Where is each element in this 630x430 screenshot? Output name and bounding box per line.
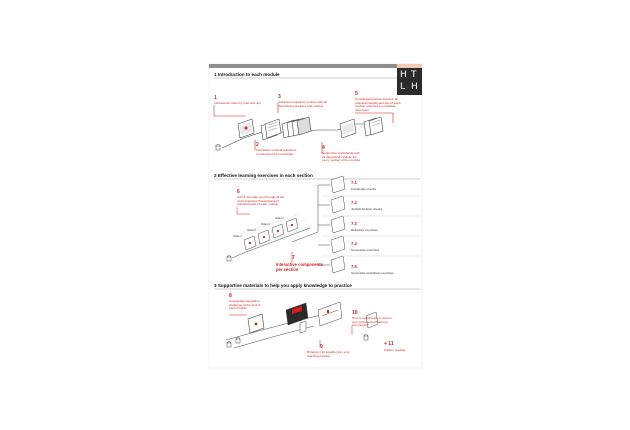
component-text-7-4: Generative exercises (351, 248, 380, 252)
video-label-3: Video 3 (261, 223, 270, 226)
step-number-8: 8 (229, 293, 232, 299)
step-number-4: 4 (322, 145, 325, 151)
step-number-3: 3 (278, 94, 281, 100)
section-title-3: 3 Supportive materials to help you apply knowledge to practice (214, 283, 352, 288)
component-number-7-3: 7.3 (351, 221, 357, 226)
step-text-2: Interactive retrieval questions of relevant prior knowledge (256, 148, 297, 156)
step-number-10: 10 (352, 310, 358, 316)
logo-letter-h2: H (411, 82, 418, 92)
step-number-2: 2 (256, 142, 259, 148)
top-bar (209, 64, 397, 68)
component-text-7-1: Knowledge checks (351, 187, 377, 191)
htlh-logo (397, 68, 422, 95)
section-title-1: 1 Introduction to each module (214, 72, 280, 77)
component-text-7-3: Reflective exercises (351, 228, 378, 232)
logo-letter-l: L (400, 82, 406, 92)
step-text-5: Knowledge/practice posters: all practical insights and tips of each module collected on printable overviews (355, 97, 401, 112)
component-number-7-2: 7.2 (351, 200, 357, 205)
step-text-3: Advanced organizer posters with all theoretical principles and models (278, 100, 327, 108)
step-text-11: Further reading (384, 348, 406, 352)
step-text-4: Supportive worksheets with all theoretical models, for every section of the module (322, 151, 360, 163)
component-number-7-1: 7.1 (351, 180, 357, 185)
video-label-1: Video 1 (233, 235, 242, 238)
person-icon-1 (216, 145, 220, 150)
component-text-7-2: Judicial intuition checks (351, 207, 383, 211)
step-text-6: Carl & Jim take you through all the most important theoretical and practical parts of each module (237, 195, 285, 207)
step-number-9: 9 (320, 344, 323, 350)
logo-letter-h1: H (400, 70, 407, 80)
component-text-7-5: Generative worksheet exercises (351, 271, 394, 275)
logo-letter-t: T (411, 70, 417, 80)
person-icon-2 (227, 256, 231, 261)
step-text-8: Knowledge integration challenge at the end of each module (229, 299, 261, 311)
video-label-4: Video 4 (275, 217, 284, 220)
step-number-5: 5 (355, 91, 358, 97)
step-number-1: 1 (214, 95, 217, 101)
step-text-1: Introduction video by Carl and Jim (214, 101, 261, 105)
section-title-2: 2 Effective learning exercises in each section (214, 173, 313, 178)
video-label-2: Video 2 (247, 229, 256, 232)
component-number-7-5: 7.5 (351, 264, 357, 269)
step-number-6: 6 (237, 189, 240, 195)
step-text-9: Bringing it all together into your teaching practice (307, 350, 350, 358)
step-number-7: 7 (292, 255, 295, 261)
step-text-7: Interactive components per section (276, 262, 324, 272)
component-number-7-4: 7.4 (351, 241, 357, 246)
step-number-11: + 11 (384, 341, 394, 347)
step-text-10: How to collaborate or work in your professional learning community? (352, 316, 392, 328)
